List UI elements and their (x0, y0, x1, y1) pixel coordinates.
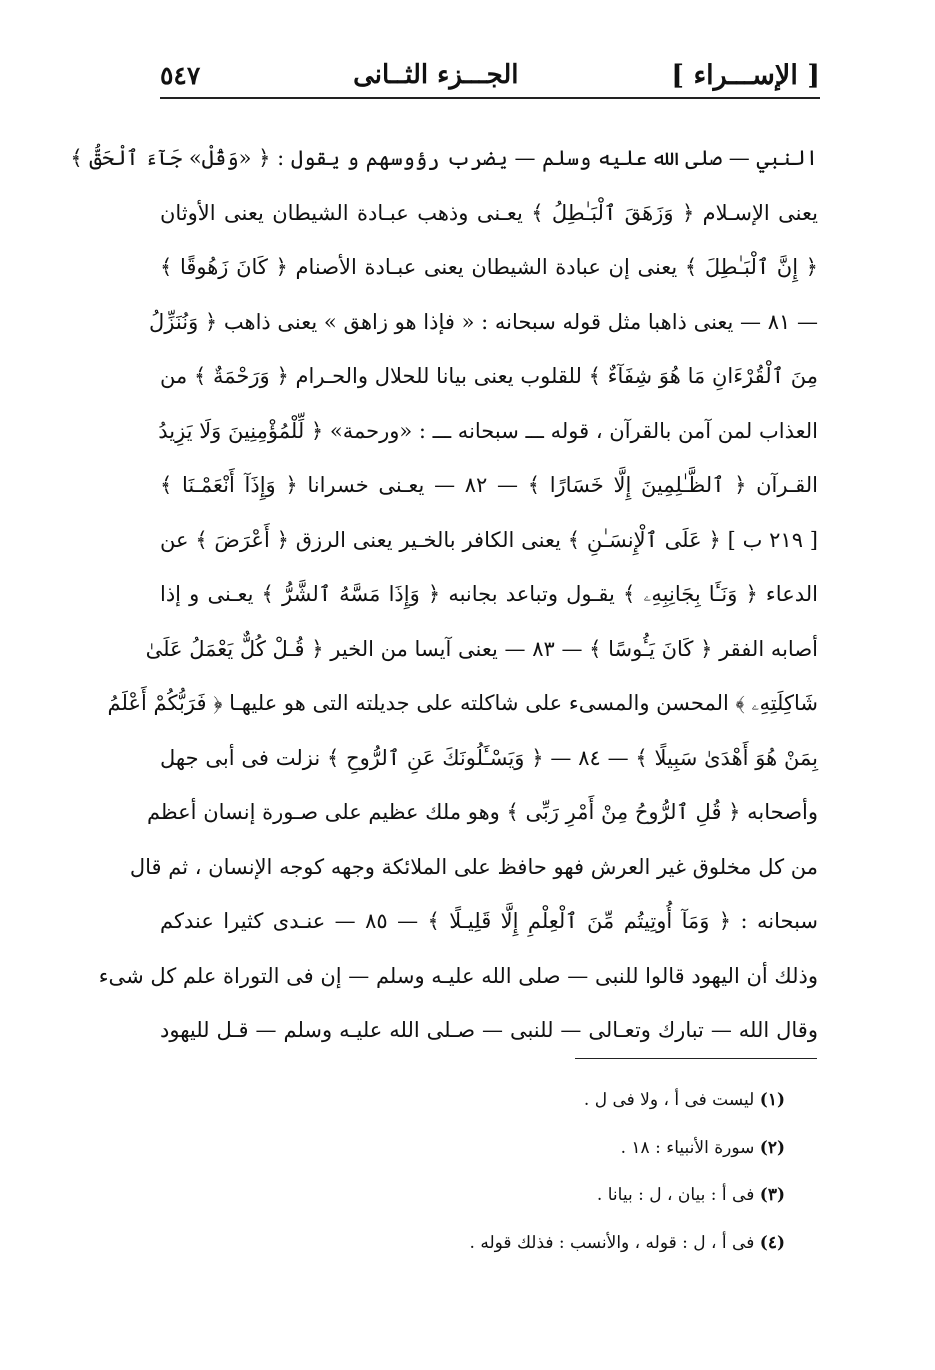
footnotes (300, 1080, 785, 1270)
footnote-number: (٢) (759, 1137, 785, 1158)
text-line: يعنى الإسـلام ﴿ وَزَهَقَ ٱلْبَـٰطِلُ ﴾ يعـنى وذهب عبـادة الشيطان يعنى الأوثان (160, 200, 818, 225)
text-line: سبحانه : ﴿ وَمَآ أُوتِيتُم مِّنَ ٱلْعِلْمِ إِلَّا قَلِيـلًا ﴾ — ٨٥ — عنـدى كثيرا عندكم (160, 909, 818, 933)
text-line: وقال الله — تبارك وتعـالى — للنبى — صـلى الله عليـه وسلم — قـل لليهود (160, 1018, 818, 1042)
footnote-text: سورة الأنبياء : ١٨ . (620, 1137, 755, 1158)
text-line: وأصحابه ﴿ قُلِ ٱلرُّوحُ مِنْ أَمْرِ رَبِّى ﴾ وهو ملك عظيم على صـورة إنسان أعظم (146, 800, 818, 824)
surah-title: [ الإســـراء ] (671, 59, 820, 91)
text-line: الدعاء ﴿ وَنَـَٔا بِجَانِبِهِۦ ﴾ يقـول وتباعد بجانبه ﴿ وَإِذَا مَسَّهُ ٱلشَّرُّ ﴾ يعـنى و إذا (160, 582, 818, 606)
text-line: وذلك أن اليهود قالوا للنبى — صلى الله عليـه وسلم — إن فى التوراة علم كل شىء (98, 963, 818, 988)
footnote-number: (٣) (759, 1185, 785, 1205)
text-line: [ ٢١٩ ب ] ﴿ عَلَى ٱلْإِنسَـٰنِ ﴾ يعنى الكافر بالخـير يعنى الرزق ﴿ أَعْرَضَ ﴾ عن (160, 527, 818, 552)
header-divider (160, 97, 820, 99)
page-number: ٥٤٧ (160, 60, 201, 90)
text-line: القـرآن ﴿ ٱلظَّـٰلِمِينَ إِلَّا خَسَارًا ﴾ — ٨٢ — يعـنى خسرانا ﴿ وَإِذَآ أَنْعَمْـنَا ﴾ (160, 473, 818, 497)
text-line: من كل مخلوق غير العرش فهو حافظ على الملائكة وجهه كوجه الإنسان ، ثم قال (129, 854, 818, 879)
text-line: النبي — صلى الله عليه وسلم — يضرب رؤوسهم و يقول : ﴿ «وَقُلْ» جَآءَ ٱلْحَقُّ ﴾ (70, 146, 818, 170)
footnote-text: فى أ : بيان ، ل : بيانا . (596, 1185, 755, 1205)
volume-title: الجـــزء الثــانى (353, 60, 519, 90)
footnote-divider (575, 1058, 817, 1059)
footnote-number: (٤) (759, 1232, 785, 1253)
text-line: مِنَ ٱلْقُرْءَانِ مَا هُوَ شِفَآءٌ ﴾ للقلوب يعنى بيانا للحلال والحـرام ﴿ وَرَحْمَةٌ ﴾ من (160, 364, 818, 388)
text-line: العذاب لمن آمن بالقرآن ، قوله ـــ سبحانه ـــ : «ورحمة» ﴿ لِّلْمُؤْمِنِينَ وَلَا يَزِيدُ (158, 418, 818, 443)
footnote-number: (١) (759, 1090, 785, 1110)
footnote (300, 1223, 785, 1271)
text-line: شَاكِلَتِهِۦ ﴾ المحسن والمسىء على شاكلته على جديلته التى هو عليهـا ﴿ فَرَبُّكُمْ أَعْلَمُ (107, 691, 818, 715)
text-line: — ٨١ — يعنى ذاهبا مثل قوله سبحانه : « فإذا هو زاهق » يعنى ذاهب ﴿ وَنُنَزِّلُ (149, 309, 818, 334)
text-line: ﴿ إِنَّ ٱلْبَـٰطِلَ ﴾ يعنى إن عبادة الشيطان يعنى عبـادة الأصنام ﴿ كَانَ زَهُوقًا ﴾ (160, 255, 818, 279)
text-line: أصابه الفقر ﴿ كَانَ يَـُٔوسًا ﴾ — ٨٣ — يعنى آيسا من الخير ﴿ قُـلْ كُلٌّ يَعْمَلُ عَلَىٰ (145, 636, 818, 661)
footnote-text: فى أ ، ل : قوله ، والأنسب : فذلك قوله . (469, 1232, 755, 1253)
footnote (300, 1175, 785, 1223)
footnote (300, 1128, 785, 1176)
page-header (160, 55, 820, 95)
footnote (300, 1080, 785, 1128)
text-line: بِمَنْ هُوَ أَهْدَىٰ سَبِيلًا ﴾ — ٨٤ — ﴿ وَيَسْـَٔلُونَكَ عَنِ ٱلرُّوحِ ﴾ نزلت فى أبى جهل (160, 745, 819, 770)
main-text (70, 135, 819, 1062)
footnote-text: ليست فى أ ، ولا فى ل . (583, 1090, 755, 1110)
